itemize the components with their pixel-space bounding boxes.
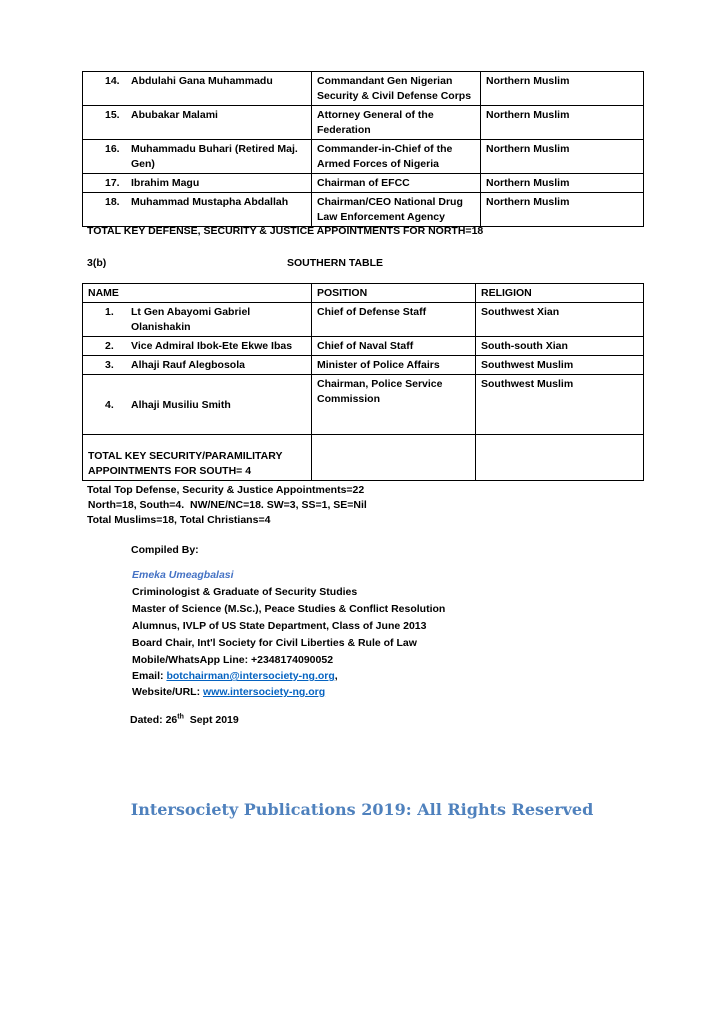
south-table bbox=[82, 283, 644, 481]
email-label: Email: bbox=[132, 670, 167, 682]
name-cell bbox=[83, 356, 312, 375]
table-row bbox=[83, 72, 644, 106]
religion-cell: Northern Muslim bbox=[481, 174, 644, 193]
north-table bbox=[82, 71, 644, 227]
header-religion: RELIGION bbox=[476, 284, 644, 303]
name-cell bbox=[83, 375, 312, 435]
row-number: 4. bbox=[105, 398, 114, 411]
position-cell: Attorney General of the Federation bbox=[312, 106, 481, 140]
header-position: POSITION bbox=[312, 284, 476, 303]
row-number: 15. bbox=[105, 109, 120, 121]
compiled-by-label: Compiled By: bbox=[131, 544, 199, 556]
position-cell: Minister of Police Affairs bbox=[312, 356, 476, 375]
dated-line bbox=[130, 713, 239, 728]
table-row bbox=[83, 303, 644, 337]
south-table-header-row bbox=[83, 284, 644, 303]
south-total-line1: TOTAL KEY SECURITY/PARAMILITARY bbox=[88, 450, 283, 462]
position-cell: Chairman of EFCC bbox=[312, 174, 481, 193]
table-row bbox=[83, 174, 644, 193]
email-suffix: , bbox=[334, 670, 338, 682]
row-number: 18. bbox=[105, 196, 120, 208]
religion-cell: Northern Muslim bbox=[481, 193, 644, 227]
row-number: 2. bbox=[105, 340, 114, 352]
person-name: Ibrahim Magu bbox=[131, 177, 200, 189]
south-total-empty-position bbox=[312, 435, 476, 481]
south-total-empty-religion bbox=[476, 435, 644, 481]
footer-copyright: Intersociety Publications 2019: All Rights Reserved bbox=[130, 800, 594, 819]
table-row bbox=[83, 375, 644, 435]
name-cell bbox=[83, 193, 312, 227]
name-cell bbox=[83, 106, 312, 140]
author-name: Emeka Umeagbalasi bbox=[132, 569, 234, 581]
person-name: Abubakar Malami bbox=[131, 109, 218, 121]
religion-cell: Northern Muslim bbox=[481, 72, 644, 106]
position-cell: Chairman, Police Service Commission bbox=[312, 375, 476, 435]
person-name: Alhaji Musiliu Smith bbox=[131, 398, 231, 411]
row-number: 14. bbox=[105, 75, 120, 87]
email-link[interactable]: botchairman@intersociety-ng.org bbox=[166, 670, 335, 682]
summary-line2: North=18, South=4. NW/NE/NC=18. SW=3, SS=1, SE=Nil bbox=[85, 499, 367, 511]
row-number: 16. bbox=[105, 143, 120, 155]
religion-cell: South-south Xian bbox=[476, 337, 644, 356]
table-row bbox=[83, 106, 644, 140]
religion-cell: Southwest Muslim bbox=[476, 375, 644, 435]
name-cell bbox=[83, 303, 312, 337]
name-cell bbox=[83, 174, 312, 193]
table-row bbox=[83, 140, 644, 174]
position-cell: Chief of Defense Staff bbox=[312, 303, 476, 337]
person-name: Vice Admiral Ibok-Ete Ekwe Ibas bbox=[131, 340, 293, 352]
author-credential-4: Board Chair, Int'l Society for Civil Liberties & Rule of Law bbox=[132, 637, 417, 649]
person-name: Lt Gen Abayomi Gabriel Olanishakin bbox=[131, 306, 251, 333]
name-cell bbox=[83, 337, 312, 356]
row-number: 1. bbox=[105, 306, 114, 318]
author-website-line bbox=[132, 685, 325, 700]
position-cell: Chief of Naval Staff bbox=[312, 337, 476, 356]
section-title: SOUTHERN TABLE bbox=[287, 257, 384, 269]
religion-cell: Southwest Muslim bbox=[476, 356, 644, 375]
south-total-row bbox=[83, 435, 644, 481]
person-name: Muhammadu Buhari (Retired Maj. Gen) bbox=[131, 143, 298, 170]
person-name: Muhammad Mustapha Abdallah bbox=[131, 196, 289, 208]
dated-prefix: Dated: 26 bbox=[130, 714, 178, 726]
dated-sup: th bbox=[177, 713, 184, 721]
header-name: NAME bbox=[83, 284, 312, 303]
author-email-line bbox=[132, 669, 338, 684]
author-mobile: Mobile/WhatsApp Line: +2348174090052 bbox=[132, 654, 334, 666]
north-total-line: TOTAL KEY DEFENSE, SECURITY & JUSTICE APPOINTMENTS FOR NORTH=18 bbox=[87, 225, 484, 237]
table-row bbox=[83, 337, 644, 356]
religion-cell: Southwest Xian bbox=[476, 303, 644, 337]
summary-line1: Total Top Defense, Security & Justice Appointments=22 bbox=[87, 484, 365, 496]
table-row bbox=[83, 356, 644, 375]
table-row bbox=[83, 193, 644, 227]
author-credential-2: Master of Science (M.Sc.), Peace Studies & Conflict Resolution bbox=[132, 603, 446, 615]
person-name: Alhaji Rauf Alegbosola bbox=[131, 359, 245, 371]
name-cell bbox=[83, 140, 312, 174]
position-cell: Commandant Gen Nigerian Security & Civil Defense Corps bbox=[312, 72, 481, 106]
religion-cell: Northern Muslim bbox=[481, 106, 644, 140]
position-cell: Chairman/CEO National Drug Law Enforcement Agency bbox=[312, 193, 481, 227]
section-label: 3(b) bbox=[87, 257, 107, 269]
row-number: 17. bbox=[105, 177, 120, 189]
author-credential-1: Criminologist & Graduate of Security Studies bbox=[132, 586, 358, 598]
south-total-line2: APPOINTMENTS FOR SOUTH= 4 bbox=[88, 465, 252, 477]
website-link[interactable]: www.intersociety-ng.org bbox=[202, 686, 326, 698]
website-label: Website/URL: bbox=[132, 686, 203, 698]
author-credential-3: Alumnus, IVLP of US State Department, Class of June 2013 bbox=[132, 620, 427, 632]
person-name: Abdulahi Gana Muhammadu bbox=[131, 75, 273, 87]
dated-suffix: Sept 2019 bbox=[183, 714, 239, 726]
row-number: 3. bbox=[105, 359, 114, 371]
south-total-cell bbox=[83, 435, 312, 481]
name-cell bbox=[83, 72, 312, 106]
position-cell: Commander-in-Chief of the Armed Forces of Nigeria bbox=[312, 140, 481, 174]
summary-line3: Total Muslims=18, Total Christians=4 bbox=[87, 514, 271, 526]
religion-cell: Northern Muslim bbox=[481, 140, 644, 174]
